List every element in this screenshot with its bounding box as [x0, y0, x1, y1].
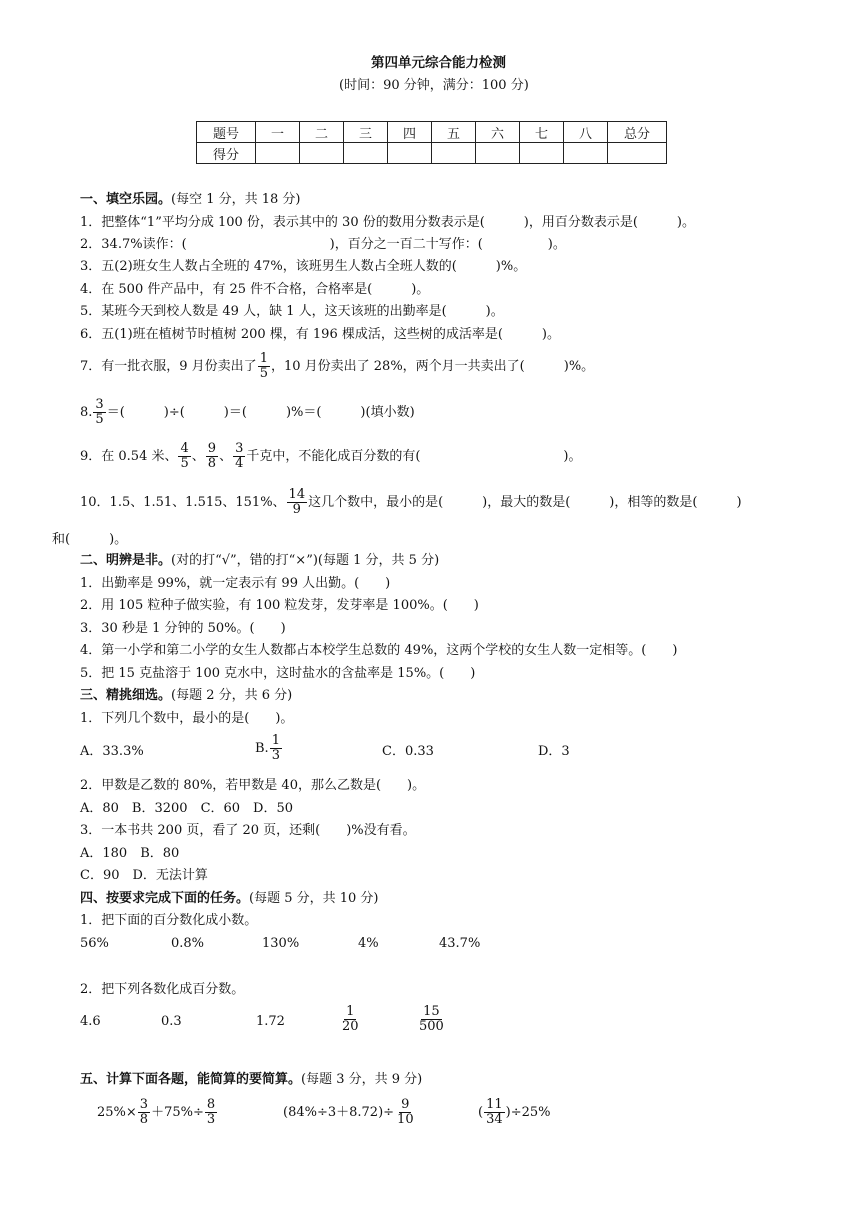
- fraction-numerator: 9: [207, 441, 217, 456]
- option-letter: B.: [255, 741, 269, 756]
- score-input-cell[interactable]: [388, 143, 432, 164]
- question-text: ，10 月份卖出了 28%，两个月一共卖出了( )%。: [270, 359, 595, 374]
- section-note: (每空 1 分，共 18 分): [171, 192, 301, 207]
- question-1-5: 5．某班今天到校人数是 49 人，缺 1 人，这天该班的出勤率是( )。: [80, 304, 504, 319]
- question-3-3: 3．一本书共 200 页，看了 20 页，还剩( )%没有看。: [80, 823, 416, 838]
- score-input-cell[interactable]: [608, 143, 667, 164]
- fraction-numerator: 11: [486, 1097, 503, 1112]
- question-1-10-continued: 和( )。: [52, 532, 128, 547]
- fraction-numerator: 3: [95, 397, 104, 412]
- question-1-10: [80, 488, 742, 517]
- fraction-numerator: 9: [401, 1097, 410, 1112]
- fraction-denominator: 8: [139, 1112, 149, 1127]
- fraction-denominator: 5: [95, 412, 104, 427]
- percent-item: 0.8%: [171, 936, 205, 951]
- question-text: ＝( )÷( )＝( )%＝( )(填小数): [106, 405, 415, 420]
- section-title: 二、明辨是非。: [80, 553, 172, 568]
- question-text: 千克中，不能化成百分数的有( )。: [246, 449, 582, 464]
- fraction-denominator: 3: [271, 748, 280, 763]
- section-title: 五、计算下面各题，能简算的要简算。: [80, 1072, 302, 1087]
- fraction: [233, 442, 245, 471]
- fraction-numerator: 3: [235, 441, 244, 456]
- question-1-3: 3．五(2)班女生人数占全班的 47%，该班男生人数占全班人数的( )%。: [80, 259, 527, 274]
- number-item-fraction: [416, 1005, 447, 1034]
- section-4-heading: [80, 891, 379, 907]
- section-note: (每题 3 分，共 9 分): [301, 1072, 423, 1087]
- section-5-heading: [80, 1072, 422, 1088]
- fraction: [484, 1098, 505, 1127]
- fraction: [138, 1098, 150, 1127]
- question-3-2: 2．甲数是乙数的 80%，若甲数是 40，那么乙数是( )。: [80, 778, 426, 793]
- expression-text: (: [478, 1105, 484, 1120]
- separator: 、: [191, 449, 205, 464]
- fraction-numerator: 4: [180, 441, 189, 456]
- option-d: D．3: [538, 744, 570, 759]
- option-c: C．0.33: [382, 744, 434, 759]
- score-header-cell: 五: [432, 122, 476, 143]
- expression-text: )÷25%: [505, 1105, 551, 1120]
- fraction-denominator: 5: [180, 456, 189, 471]
- score-input-cell[interactable]: [520, 143, 564, 164]
- score-input-cell[interactable]: [256, 143, 300, 164]
- section-title: 四、按要求完成下面的任务。: [80, 891, 250, 906]
- question-text: 7．有一批衣服，9 月份卖出了: [80, 359, 257, 374]
- expression-text: 25%×: [97, 1105, 137, 1120]
- question-1-8: [80, 398, 415, 427]
- percent-item: 130%: [262, 936, 300, 951]
- fraction-numerator: 14: [288, 487, 306, 502]
- score-header-cell: 四: [388, 122, 432, 143]
- fraction-denominator: 3: [206, 1112, 216, 1127]
- fraction-denominator: 500: [419, 1019, 444, 1034]
- percent-item: 4%: [358, 936, 379, 951]
- score-input-cell[interactable]: [476, 143, 520, 164]
- number-item: 1.72: [256, 1014, 285, 1029]
- score-input-cell[interactable]: [344, 143, 388, 164]
- section-title: 一、填空乐园。: [80, 192, 172, 207]
- score-input-cell[interactable]: [564, 143, 608, 164]
- score-table: [196, 121, 667, 164]
- expression-3: [478, 1098, 550, 1127]
- question-4-1: 1．把下面的百分数化成小数。: [80, 913, 258, 928]
- fraction: [395, 1098, 416, 1127]
- expression-2: [283, 1098, 417, 1127]
- fraction-denominator: 9: [292, 502, 301, 517]
- section-3-heading: [80, 688, 292, 704]
- fraction-numerator: 1: [271, 733, 280, 748]
- expression-1: [97, 1098, 218, 1127]
- question-1-4: 4．在 500 件产品中，有 25 件不合格，合格率是( )。: [80, 282, 430, 297]
- score-table-header-row: [197, 122, 667, 143]
- score-header-cell: 七: [520, 122, 564, 143]
- question-4-2: 2．把下列各数化成百分数。: [80, 982, 245, 997]
- fraction-numerator: 1: [259, 351, 268, 366]
- fraction: [340, 1005, 361, 1034]
- score-header-cell: 二: [300, 122, 344, 143]
- score-header-cell: 题号: [197, 122, 256, 143]
- question-2-1: 1．出勤率是 99%，就一定表示有 99 人出勤。( ): [80, 576, 391, 591]
- fraction-numerator: 15: [423, 1004, 440, 1019]
- section-2-heading: [80, 553, 439, 569]
- question-1-6: 6．五(1)班在植树节时植树 200 棵，有 196 棵成活，这些树的成活率是( )。: [80, 327, 560, 342]
- score-row-label: 得分: [197, 143, 256, 164]
- section-title: 三、精挑细选。: [80, 688, 172, 703]
- question-2-3: 3．30 秒是 1 分钟的 50%。( ): [80, 621, 286, 636]
- question-1-2: 2．34.7%读作：( )，百分之一百二十写作：( )。: [80, 237, 566, 252]
- question-1-9: [80, 442, 582, 471]
- section-note: (每题 2 分，共 6 分): [171, 688, 293, 703]
- score-input-cell[interactable]: [300, 143, 344, 164]
- fraction: [178, 442, 190, 471]
- score-table-score-row: [197, 143, 667, 164]
- question-3-3-options-ab: A．180 B．80: [80, 846, 180, 861]
- question-2-4: 4．第一小学和第二小学的女生人数都占本校学生总数的 49%，这两个学校的女生人数一定相等。( ): [80, 643, 678, 658]
- separator: 、: [219, 449, 233, 464]
- expression-text: ＋75%÷: [151, 1105, 204, 1120]
- question-3-1: 1．下列几个数中，最小的是( )。: [80, 711, 294, 726]
- fraction-denominator: 8: [207, 456, 217, 471]
- question-3-3-options-cd: C．90 D．无法计算: [80, 868, 208, 883]
- question-text: 9．在 0.54 米、: [80, 449, 178, 464]
- question-3-2-options: A．80 B．3200 C．60 D．50: [80, 801, 294, 816]
- number-item-fraction: [339, 1005, 362, 1034]
- percent-item: 56%: [80, 936, 109, 951]
- option-a: A．33.3%: [80, 744, 144, 759]
- fraction: [417, 1005, 446, 1034]
- fraction: [258, 352, 270, 381]
- option-b: [255, 734, 283, 763]
- fraction: [93, 398, 105, 427]
- score-input-cell[interactable]: [432, 143, 476, 164]
- page-subtitle: (时间：90 分钟，满分：100 分): [339, 78, 529, 93]
- fraction-denominator: 5: [259, 366, 268, 381]
- question-2-5: 5．把 15 克盐溶于 100 克水中，这时盐水的含盐率是 15%。( ): [80, 666, 476, 681]
- expression-text: (84%÷3＋8.72)÷: [283, 1105, 395, 1120]
- section-1-heading: [80, 192, 301, 208]
- percent-item: 43.7%: [439, 936, 481, 951]
- question-1-7: [80, 352, 594, 381]
- fraction-denominator: 10: [397, 1112, 414, 1127]
- section-note: (每题 5 分，共 10 分): [249, 891, 379, 906]
- question-2-2: 2．用 105 粒种子做实验，有 100 粒发芽，发芽率是 100%。( ): [80, 598, 479, 613]
- score-header-cell: 一: [256, 122, 300, 143]
- fraction-numerator: 8: [206, 1097, 216, 1112]
- fraction: [205, 1098, 217, 1127]
- fraction-denominator: 4: [235, 456, 244, 471]
- section-note: (对的打“√”，错的打“×”)(每题 1 分，共 5 分): [171, 553, 440, 568]
- question-text: 10．1.5、1.51、1.515、151%、: [80, 495, 286, 510]
- score-header-cell: 六: [476, 122, 520, 143]
- score-header-cell: 三: [344, 122, 388, 143]
- number-item: 0.3: [161, 1014, 182, 1029]
- score-header-cell: 八: [564, 122, 608, 143]
- fraction-denominator: 34: [486, 1112, 503, 1127]
- question-text: 这几个数中，最小的是( )，最大的数是( )，相等的数是( ): [308, 495, 742, 510]
- fraction-denominator: 20: [342, 1019, 359, 1034]
- fraction: [206, 442, 218, 471]
- fraction-numerator: 3: [139, 1097, 149, 1112]
- question-1-1: 1．把整体“1”平均分成 100 份，表示其中的 30 份的数用分数表示是( )，用百分数表示是( )。: [80, 215, 696, 230]
- number-item: 4.6: [80, 1014, 101, 1029]
- fraction: [287, 488, 308, 517]
- fraction-numerator: 1: [346, 1004, 355, 1019]
- score-header-cell: 总分: [608, 122, 667, 143]
- page-title: 第四单元综合能力检测: [371, 55, 506, 71]
- fraction: [270, 734, 282, 763]
- question-number: 8.: [80, 405, 93, 420]
